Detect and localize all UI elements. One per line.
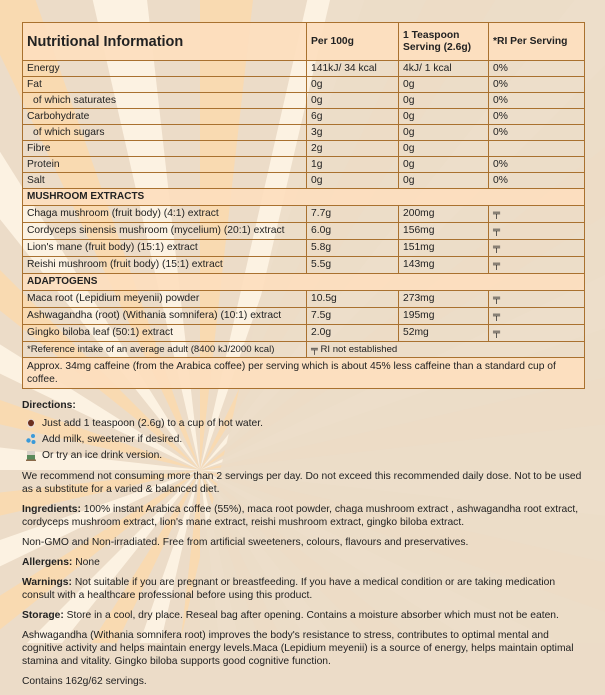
serving-value: 0g (399, 157, 489, 173)
ri-value: 0% (489, 77, 585, 93)
per-100g-value: 0g (307, 93, 399, 109)
ingredient-name: Cordyceps sinensis mushroom (mycelium) (20:1) extract (23, 223, 307, 240)
ingredient-name: Maca root (Lepidium meyenii) powder (23, 291, 307, 308)
warnings-label: Warnings: (22, 577, 72, 588)
allergens-text: None (72, 557, 100, 568)
table-row (23, 223, 585, 240)
serving-value: 4kJ/ 1 kcal (399, 61, 489, 77)
ingredient-name: Chaga mushroom (fruit body) (4:1) extract (23, 206, 307, 223)
section-adaptogens: ADAPTOGENS (23, 274, 585, 291)
serving-value: 156mg (399, 223, 489, 240)
storage-label: Storage: (22, 610, 64, 621)
section-header-row (23, 274, 585, 291)
table-row (23, 141, 585, 157)
serving-value: 0g (399, 109, 489, 125)
column-header-per-100g: Per 100g (307, 23, 399, 61)
serving-value: 143mg (399, 257, 489, 274)
ri-not-established-symbol: ╤ (489, 206, 585, 223)
ri-value: 0% (489, 125, 585, 141)
table-header-row (23, 23, 585, 61)
per-100g-value: 5.8g (307, 240, 399, 257)
ri-not-established-symbol: ╤ (489, 325, 585, 342)
per-100g-value: 1g (307, 157, 399, 173)
table-row (23, 93, 585, 109)
ri-not-established-symbol: ╤ (489, 308, 585, 325)
product-info (22, 399, 584, 688)
nutrient-name: Fat (23, 77, 307, 93)
warnings-text: Not suitable if you are pregnant or breastfeeding. If you have a medical condition or are taking medication consult with a healthcare professional before using this product. (22, 577, 556, 601)
serving-value: 0g (399, 173, 489, 189)
per-100g-value: 6g (307, 109, 399, 125)
table-row (23, 173, 585, 189)
serving-value: 0g (399, 77, 489, 93)
ingredient-name: Reishi mushroom (fruit body) (15:1) extract (23, 257, 307, 274)
nutrient-name: of which sugars (23, 125, 307, 141)
ri-not-established-symbol: ╤ (489, 291, 585, 308)
hot-coffee-icon (25, 417, 37, 429)
milk-droplets-icon (25, 433, 37, 445)
direction-item (22, 431, 584, 447)
per-100g-value: 2g (307, 141, 399, 157)
direction-text: Add milk, sweetener if desired. (42, 433, 183, 445)
nutrient-name: Carbohydrate (23, 109, 307, 125)
per-100g-value: 141kJ/ 34 kcal (307, 61, 399, 77)
ri-value: 0% (489, 109, 585, 125)
reference-intake-note: *Reference intake of an average adult (8400 kJ/2000 kcal) (23, 342, 307, 358)
per-100g-value: 7.5g (307, 308, 399, 325)
claims-text: Ashwagandha (Withania somnifera root) improves the body's resistance to stress, contributes to optimal mental and cognitive activity and helps maintain energy levels.Maca (Lepidium meyenii) is a source of energy, helps maintain optimal stamina and vitality. Gingko biloba supports good cognitive function. (22, 630, 574, 667)
ri-value: 0% (489, 173, 585, 189)
ingredient-name: Gingko biloba leaf (50:1) extract (23, 325, 307, 342)
per-100g-value: 7.7g (307, 206, 399, 223)
nutrient-name: Energy (23, 61, 307, 77)
serving-value: 0g (399, 141, 489, 157)
table-row (23, 77, 585, 93)
table-row (23, 61, 585, 77)
table-row (23, 109, 585, 125)
serving-value: 195mg (399, 308, 489, 325)
warnings-paragraph (22, 576, 584, 602)
serving-value: 0g (399, 93, 489, 109)
directions-list (22, 415, 584, 463)
iced-drink-icon (25, 449, 37, 461)
table-row (23, 325, 585, 342)
nutrient-name: Salt (23, 173, 307, 189)
ri-not-established-symbol: ╤ (489, 240, 585, 257)
table-title: Nutritional Information (23, 23, 307, 61)
table-row (23, 157, 585, 173)
caffeine-row (23, 358, 585, 389)
nutrition-table (22, 22, 585, 389)
recommendation-text: We recommend not consuming more than 2 servings per day. Do not exceed this recommended daily dose. Not to be used as a substitute for a varied & balanced diet. (22, 471, 582, 495)
ri-value: 0% (489, 93, 585, 109)
ingredient-name: Ashwagandha (root) (Withania somnifera) (10:1) extract (23, 308, 307, 325)
ri-not-established-symbol: ╤ (489, 223, 585, 240)
column-header-ri: *RI Per Serving (489, 23, 585, 61)
ri-value (489, 141, 585, 157)
storage-text: Store in a cool, dry place. Reseal bag after opening. Contains a moisture absorber which must not be eaten. (63, 610, 559, 621)
nutrient-name: of which saturates (23, 93, 307, 109)
caffeine-note: Approx. 34mg caffeine (from the Arabica coffee) per serving which is about 45% less caffeine than a standard cup of coffee. (23, 358, 585, 389)
ri-value: 0% (489, 61, 585, 77)
ingredient-name: Lion's mane (fruit body) (15:1) extract (23, 240, 307, 257)
nutrient-name: Protein (23, 157, 307, 173)
free-from-text: Non-GMO and Non-irradiated. Free from artificial sweeteners, colours, flavours and preservatives. (22, 537, 469, 548)
serving-value: 0g (399, 125, 489, 141)
per-100g-value: 2.0g (307, 325, 399, 342)
ingredients-paragraph (22, 503, 584, 529)
notes-row (23, 342, 585, 358)
ingredients-label: Ingredients: (22, 504, 81, 515)
per-100g-value: 0g (307, 77, 399, 93)
ri-value: 0% (489, 157, 585, 173)
direction-item (22, 447, 584, 463)
section-header-row (23, 189, 585, 206)
storage-paragraph (22, 609, 584, 622)
table-row (23, 257, 585, 274)
table-row (23, 291, 585, 308)
direction-text: Just add 1 teaspoon (2.6g) to a cup of hot water. (42, 417, 263, 429)
per-100g-value: 5.5g (307, 257, 399, 274)
table-row (23, 206, 585, 223)
section-mushroom-extracts: MUSHROOM EXTRACTS (23, 189, 585, 206)
ri-not-established-symbol: ╤ (489, 257, 585, 274)
directions-title: Directions: (22, 400, 76, 411)
column-header-serving: 1 Teaspoon Serving (2.6g) (399, 23, 489, 61)
ri-not-established-note: ╤ RI not established (307, 342, 585, 358)
contents-text: Contains 162g/62 servings. (22, 676, 147, 687)
table-row (23, 240, 585, 257)
table-row (23, 308, 585, 325)
allergens-label: Allergens: (22, 557, 73, 568)
serving-value: 151mg (399, 240, 489, 257)
per-100g-value: 3g (307, 125, 399, 141)
serving-value: 273mg (399, 291, 489, 308)
allergens-paragraph (22, 556, 584, 569)
ingredients-text: 100% instant Arabica coffee (55%), maca root powder, chaga mushroom extract , ashwagandha root extract, cordyceps mushroom extract, lion's mane extract, reishi mushroom extract, gingko biloba extract. (22, 504, 579, 528)
per-100g-value: 10.5g (307, 291, 399, 308)
per-100g-value: 0g (307, 173, 399, 189)
nutrient-name: Fibre (23, 141, 307, 157)
table-row (23, 125, 585, 141)
serving-value: 52mg (399, 325, 489, 342)
per-100g-value: 6.0g (307, 223, 399, 240)
direction-text: Or try an ice drink version. (42, 449, 163, 461)
direction-item (22, 415, 584, 431)
serving-value: 200mg (399, 206, 489, 223)
